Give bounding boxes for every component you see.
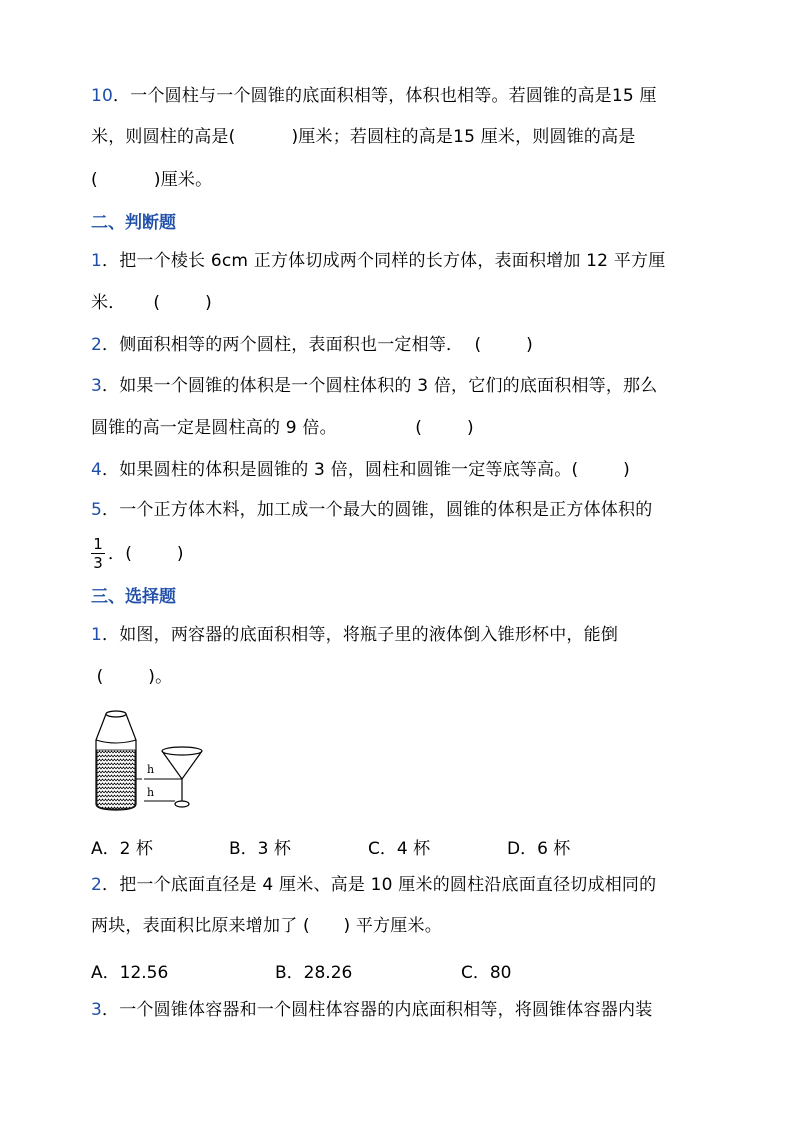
choice-2-option-a[interactable]: A．12.56 [91,963,169,983]
fraction-one-third [91,536,105,571]
choice-1-option-c[interactable]: C．4 杯 [368,839,431,859]
bottle-and-cone-glass-figure [86,706,206,818]
choice-2-line-2: 两块，表面积比原来增加了 ( ) 平方厘米。 [91,916,442,936]
judge-3-number: 3 [91,376,103,396]
judge-3-text-1: ．如果一个圆锥的体积是一个圆柱体积的 3 倍，它们的底面积相等，那么 [102,376,658,396]
q10-line-1 [91,86,734,106]
judge-5-line-2: ．( ) [108,544,184,564]
choice-3-text-1: ．一个圆锥体容器和一个圆柱体容器的内底面积相等，将圆锥体容器内装 [102,1000,653,1020]
section-choice-title: 三、选择题 [91,587,176,607]
judge-2-text-1: ．侧面积相等的两个圆柱，表面积也一定相等． ( ) [102,335,533,355]
judge-4-text-1: ．如果圆柱的体积是圆锥的 3 倍，圆柱和圆锥一定等底等高。( ) [102,460,630,480]
fraction-numerator: 1 [93,535,103,553]
q10-text-1: ．一个圆柱与一个圆锥的底面积相等，体积也相等。若圆锥的高是15 厘 [113,86,657,106]
choice-1-text-1: ．如图，两容器的底面积相等，将瓶子里的液体倒入锥形杯中，能倒 [102,625,619,645]
choice-2-text-1: ．把一个底面直径是 4 厘米、高是 10 厘米的圆柱沿底面直径切成相同的 [102,875,657,895]
judge-3-line-1 [91,376,734,396]
judge-5-text-1: ．一个正方体木料，加工成一个最大的圆锥，圆锥的体积是正方体体积的 [102,500,653,520]
judge-5-number: 5 [91,500,103,520]
choice-1-line-1 [91,625,734,645]
q10-number: 10 [91,86,114,106]
judge-3-line-2: 圆锥的高一定是圆柱高的 9 倍。 ( ) [91,418,474,438]
cone-glass [136,747,202,807]
choice-3-line-1 [91,1000,734,1020]
height-label-top: h [147,763,155,776]
judge-1-text-1: ．把一个棱长 6cm 正方体切成两个同样的长方体，表面积增加 12 平方厘 [102,251,666,271]
judge-4-number: 4 [91,460,103,480]
q10-line-2: 米，则圆柱的高是( )厘米；若圆柱的高是15 厘米，则圆锥的高是 [91,127,636,147]
choice-1-line-2: ( )。 [91,667,173,687]
height-label-bottom: h [147,786,155,799]
fraction-denominator: 3 [93,554,103,572]
choice-3-number: 3 [91,1000,103,1020]
judge-1-line-1 [91,251,734,271]
choice-2-option-c[interactable]: C．80 [461,963,512,983]
judge-2-number: 2 [91,335,103,355]
choice-1-option-b[interactable]: B．3 杯 [229,839,291,859]
choice-1-option-a[interactable]: A．2 杯 [91,839,153,859]
choice-2-option-b[interactable]: B．28.26 [275,963,353,983]
judge-4-line-1 [91,460,734,480]
section-judge-title: 二、判断题 [91,213,176,233]
choice-1-option-d[interactable]: D．6 杯 [507,839,571,859]
judge-2-line-1 [91,335,734,355]
bottle [96,711,136,810]
choice-2-line-1 [91,875,734,895]
q10-line-3: ( )厘米。 [91,170,213,190]
judge-1-number: 1 [91,251,103,271]
choice-2-number: 2 [91,875,103,895]
judge-5-line-1 [91,500,734,520]
choice-1-number: 1 [91,625,103,645]
judge-1-line-2: 米． ( ) [91,293,212,313]
